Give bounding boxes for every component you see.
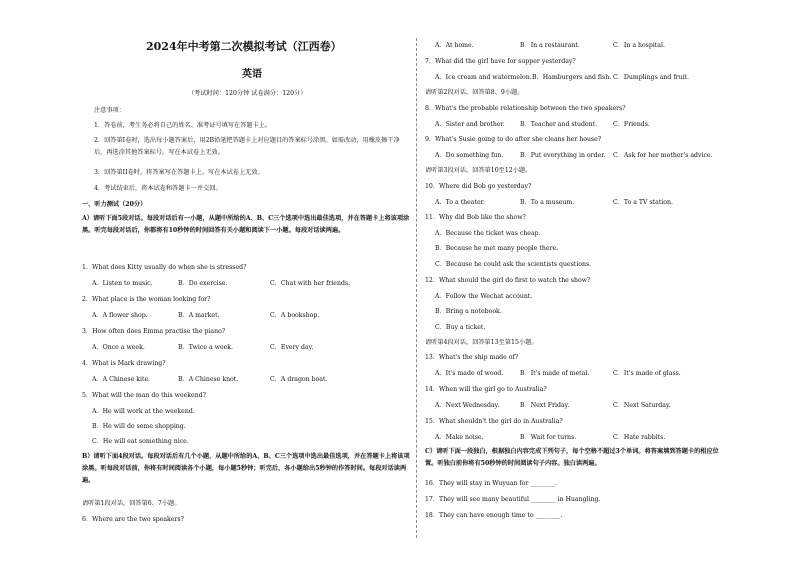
note-item: 2．回答第I卷时，选出每小题答案后，用2B铅笔把答题卡上对应题目的答案标号涂黑。如需改动，用橡皮擦干净后，再选涂其他答案标号。写在本试卷上无效。	[94, 137, 400, 156]
option-c: C．Every day.	[270, 344, 314, 351]
question-text: 13．What's the ship made of?	[425, 354, 519, 361]
option-c: C．In a hospital.	[613, 42, 665, 49]
option-b: B．In a restaurant.	[520, 42, 580, 49]
option-a: A．Because the ticket was cheap.	[435, 230, 541, 237]
question-text: 3．How often does Emma practise the piano?	[82, 328, 226, 335]
option-a: A．Make noise.	[435, 434, 484, 441]
question-text: 4．What is Mark drawing?	[82, 360, 166, 367]
option-a: A．Follow the Wechat account.	[435, 293, 533, 300]
option-a: A．At home.	[435, 42, 474, 49]
option-b: B．He will do some shopping.	[92, 423, 186, 430]
notes-heading: 注意事项：	[94, 107, 125, 114]
option-a: A．He will work at the weekend.	[92, 408, 195, 415]
option-c: C．He will eat something nice.	[92, 438, 189, 445]
dialogue-3-instructions: 请听第3段对话，回答第10至12小题。	[425, 167, 532, 174]
option-c: C．Chat with her friends.	[270, 280, 351, 287]
option-b: B．Teacher and student.	[520, 121, 598, 128]
question-6-text: 6．Where are the two speakers?	[82, 516, 184, 523]
option-a: A．Next Wednesday.	[435, 402, 500, 409]
question-text: 7．What did the girl have for supper yesterday?	[425, 58, 576, 65]
option-a: A．Ice cream and watermelon.	[435, 74, 532, 81]
option-b: B．Twice a week.	[178, 344, 234, 351]
option-b: B．Do exercise.	[178, 280, 228, 287]
option-a: A．Sister and brother.	[435, 121, 505, 128]
question-text: 2．What place is the woman looking for?	[82, 296, 211, 303]
section-heading: 一、听力测试（20分）	[82, 201, 147, 208]
option-b: B．Wait for turns.	[520, 434, 577, 441]
question-16: 16．They will stay in Wuyuan for ________.	[425, 480, 558, 487]
option-b: B．A Chinese knot.	[178, 376, 239, 383]
question-text: 10．Where did Bob go yesterday?	[425, 183, 532, 190]
option-c: C．A dragon boat.	[270, 376, 328, 383]
option-c: C．Dumplings and fruit.	[613, 74, 690, 81]
option-c: C．Friends.	[613, 121, 650, 128]
question-18: 18．They can have enough time to ________.	[425, 512, 563, 519]
question-text: 14．When will the girl go to Australia?	[425, 386, 547, 393]
option-a: A．Do something fun.	[435, 152, 504, 159]
page-title: 2024年中考第二次模拟考试（江西卷）	[146, 40, 342, 53]
option-c: C．A bookshop.	[270, 312, 320, 319]
option-c: C．It's made of glass.	[613, 370, 681, 377]
option-a: A．Listen to music.	[92, 280, 153, 287]
dialogue-4-instructions: 请听第4段对话，回答第13至第15小题。	[425, 339, 538, 346]
option-a: A．To a theater.	[435, 199, 485, 206]
option-c: C．Buy a ticket.	[435, 324, 486, 331]
question-text: 8．What's the probable relationship between the two speakers?	[425, 105, 626, 112]
option-b: B．Next Friday.	[520, 402, 570, 409]
dialogue-2-instructions: 请听第2段对话，回答第8、9小题。	[425, 89, 524, 96]
subject-title: 英语	[242, 69, 262, 80]
right-column	[425, 0, 725, 562]
note-item: 3．回答第II卷时，将答案写在答题卡上。写在本试卷上无效。	[94, 169, 264, 176]
part-b-instructions: B）请听下面4段对话。每段对话后有几个小题，从题中所给的A、B、C三个选项中选出最佳选项，并在答题卡上将该项涂黑。听每段对话前，你将有时间阅读各个小题，每小题5秒钟；听完后，各小题给出5秒钟的作答时间。每段对话读两遍。	[82, 453, 410, 484]
option-b: B．Hamburgers and fish.	[532, 74, 612, 81]
option-a: A．Once a week.	[92, 344, 145, 351]
exam-info: （考试时间：120分钟 试卷满分：120分）	[188, 90, 307, 97]
option-b: B．A market.	[178, 312, 220, 319]
part-c-instructions: C）请听下面一段独白，根据独白内容完成下列句子，每个空格不超过3个单词。将答案填到答题卡的相应位置。听独白前你将有50秒钟的时间阅读句子内容。独白读两遍。	[425, 448, 719, 467]
part-a-instructions: A）请听下面5段对话。每段对话后有一小题，从题中所给的A、B、C三个选项中选出最佳选项，并在答题卡上将该项涂黑。听完每段对话后，你都将有10秒钟的时间回答有关小题和阅读下一小题。每段对话读两遍。	[82, 215, 410, 234]
option-c: C．Hate rabbits.	[613, 434, 666, 441]
question-text: 15．What shouldn't the girl do in Australia?	[425, 418, 563, 425]
question-text: 1．What does Kitty usually do when she is stressed?	[82, 264, 247, 271]
left-column	[82, 0, 412, 562]
dialogue-1-instructions: 请听第1段对话，回答第6、7小题。	[82, 500, 181, 507]
option-c: C．Next Saturday.	[613, 402, 671, 409]
question-text: 9．What's Susie going to do after she cleans her house?	[425, 136, 602, 143]
note-item: 1．答卷前，考生务必将自己的姓名、准考证号填写在答题卡上。	[94, 122, 272, 129]
option-c: C．Because he could ask the scientists questions.	[435, 261, 592, 268]
option-b: B．It's made of metal.	[520, 370, 590, 377]
option-b: B．To a museum.	[520, 199, 575, 206]
column-divider	[416, 38, 417, 538]
question-text: 5．What will the man do this weekend?	[82, 392, 206, 399]
option-a: A．A Chinese kite.	[92, 376, 151, 383]
option-b: B．Put everything in order.	[520, 152, 606, 159]
option-b: B．Bring a notebook.	[435, 308, 502, 315]
question-text: 11．Why did Bob like the show?	[425, 214, 526, 221]
question-text: 12．What should the girl do first to watch the show?	[425, 277, 591, 284]
option-b: B．Because he met many people there.	[435, 245, 559, 252]
question-17: 17．They will see many beautiful ________ in Huangling.	[425, 496, 601, 503]
option-c: C．To a TV station.	[613, 199, 673, 206]
option-a: A．It's made of wood.	[435, 370, 504, 377]
option-c: C．Ask for her mother's advice.	[613, 152, 713, 159]
option-a: A．A flower shop.	[92, 312, 148, 319]
note-item: 4．考试结束后，将本试卷和答题卡一并交回。	[94, 185, 222, 192]
